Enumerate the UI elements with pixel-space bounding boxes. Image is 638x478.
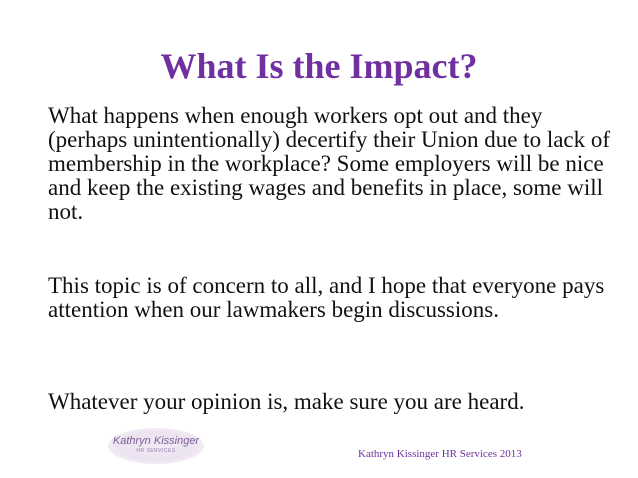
company-logo bbox=[108, 428, 204, 464]
body-paragraph-be-heard: Whatever your opinion is, make sure you are heard. bbox=[48, 389, 525, 414]
footer-text: Kathryn Kissinger HR Services 2013 bbox=[358, 448, 522, 460]
logo-name-text: Kathryn Kissinger bbox=[112, 435, 200, 447]
logo-subtitle-text: HR SERVICES bbox=[136, 448, 176, 454]
body-paragraph-impact: What happens when enough workers opt out and they (perhaps unintentionally) decertify their Union due to lack of membership in the workplace? Some employers will be nice and keep the existing wages and benefits in place, some will not. bbox=[48, 103, 611, 224]
body-paragraph-concern: This topic is of concern to all, and I hope that everyone pays attention when our lawmakers begin discussions. bbox=[48, 273, 605, 322]
slide-title: What Is the Impact? bbox=[160, 46, 478, 86]
